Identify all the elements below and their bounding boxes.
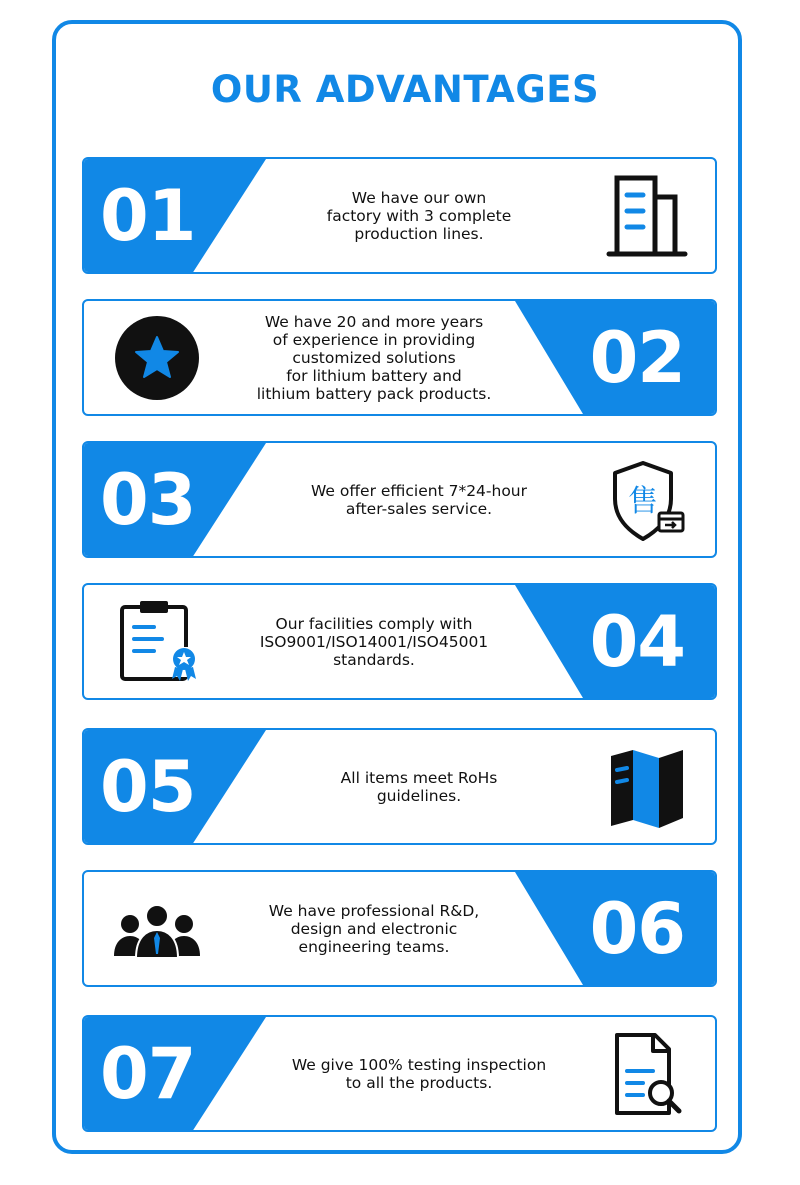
advantage-number: 03 (100, 458, 196, 541)
advantage-card-01 (82, 157, 717, 274)
advantage-number: 06 (589, 887, 685, 970)
document-inspection-icon (603, 1029, 693, 1119)
advantage-number: 04 (589, 600, 685, 683)
advantage-text: We give 100% testing inspection to all the products. (291, 1055, 547, 1092)
team-icon (112, 884, 202, 974)
page-title: OUR ADVANTAGES (210, 68, 600, 111)
after-sales-glyph: 售 (628, 483, 658, 519)
advantage-number: 02 (589, 316, 685, 399)
advantage-number: 01 (100, 174, 196, 257)
advantage-text: All items meet RoHs guidelines. (340, 768, 498, 805)
star-badge-icon (112, 313, 202, 403)
advantage-card-05 (82, 728, 717, 845)
advantage-card-03 (82, 441, 717, 558)
advantage-text: We have our own factory with 3 complete production lines. (326, 188, 512, 243)
advantage-card-06 (82, 870, 717, 987)
building-icon (603, 171, 693, 261)
advantage-text: We offer efficient 7*24-hour after-sales service. (310, 481, 528, 518)
advantage-card-07 (82, 1015, 717, 1132)
advantage-card-02 (82, 299, 717, 416)
advantage-text: Our facilities comply with ISO9001/ISO14001/ISO45001 standards. (259, 614, 489, 669)
advantage-card-04 (82, 583, 717, 700)
certificate-clipboard-icon (112, 597, 202, 687)
after-sales-shield-icon (603, 455, 693, 545)
advantage-number: 05 (100, 745, 196, 828)
advantage-number: 07 (100, 1032, 196, 1115)
map-guide-icon (603, 742, 693, 832)
advantage-text: We have professional R&D, design and electronic engineering teams. (268, 901, 480, 956)
advantage-text: We have 20 and more years of experience in providing customized solutions for lithium battery and lithium battery pack products. (256, 312, 492, 403)
